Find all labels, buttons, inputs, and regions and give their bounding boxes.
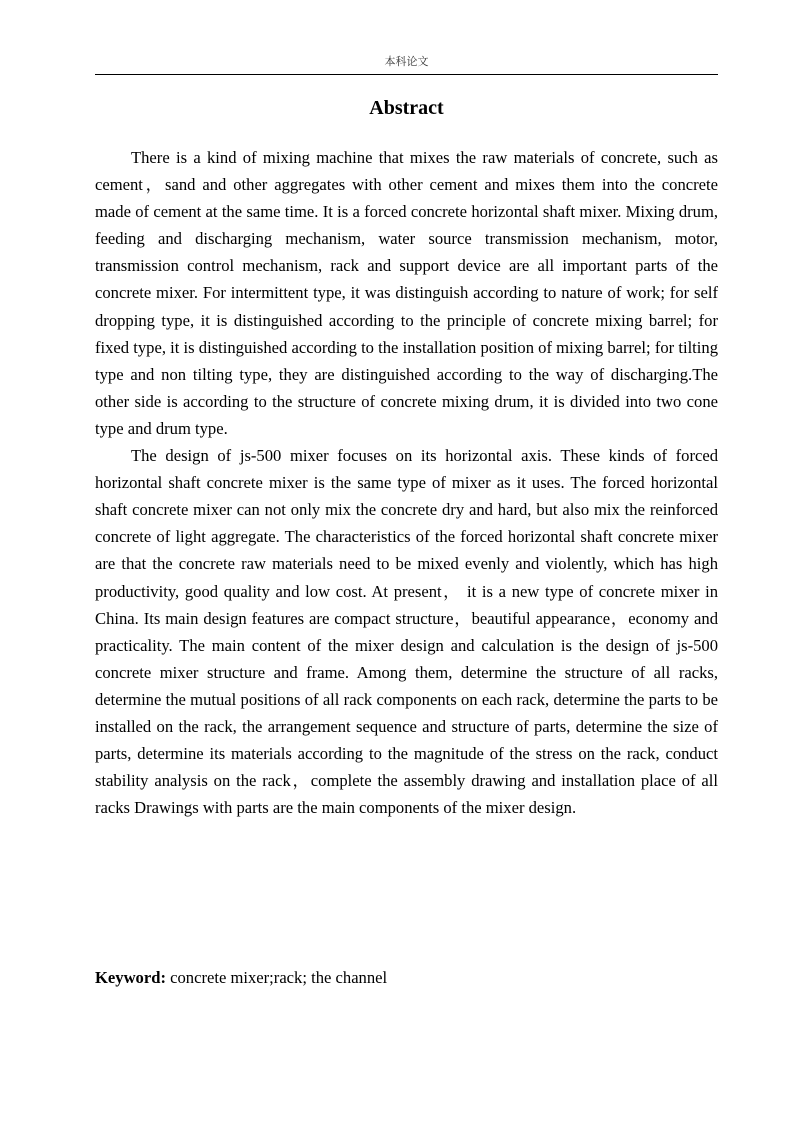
abstract-title: Abstract xyxy=(369,97,444,119)
running-title: 本科论文 xyxy=(384,55,429,68)
abstract-paragraph: The design of js-500 mixer focuses on its horizontal axis. These kinds of forced horizontal shaft concrete mixer is the same type of mixer as it uses. The forced horizontal shaft concrete mixer can not only mix the concrete dry and hard, but also mix the reinforced concrete of light aggregate. The characteristics of the forced horizontal shaft concrete mixer are that the concrete raw materials need to be mixed evenly and violently, which has high productivity, good quality and low cost. At present， it is a new type of concrete mixer in China. Its main design features are compact structure，beautiful appearance，economy and practicality. The main content of the mixer design and calculation is the design of js-500 concrete mixer structure and frame. Among them, determine the structure of all racks, determine the mutual positions of all rack components on each rack, determine the parts to be installed on the rack, the arrangement sequence and structure of parts, determine the size of parts, determine its materials according to the magnitude of the stress on the rack, conduct stability analysis on the rack，complete the assembly drawing and installation place of all racks Drawings with parts are the main components of the mixer design. xyxy=(95,446,718,818)
keywords xyxy=(95,964,718,991)
page-header xyxy=(95,55,718,75)
keywords-text: concrete mixer;rack; the channel xyxy=(170,968,388,987)
abstract-body xyxy=(95,144,718,821)
abstract-paragraph: There is a kind of mixing machine that mixes the raw materials of concrete, such as cement，sand and other aggregates with other cement and mixes them into the concrete made of cement at the same time. It is a forced concrete horizontal shaft mixer. Mixing drum, feeding and discharging mechanism, water source transmission mechanism, motor, transmission control mechanism, rack and support device are all important parts of the concrete mixer. For intermittent type, it was distinguish according to nature of work; for self dropping type, it is distinguished according to the principle of concrete mixing barrel; for fixed type, it is distinguished according to the installation position of mixing barrel; for tilting type and non tilting type, they are distinguished according to the way of discharging.The other side is according to the structure of concrete mixing drum, it is divided into two cone type and drum type. xyxy=(95,148,718,438)
keywords-label: Keyword: xyxy=(95,968,166,987)
